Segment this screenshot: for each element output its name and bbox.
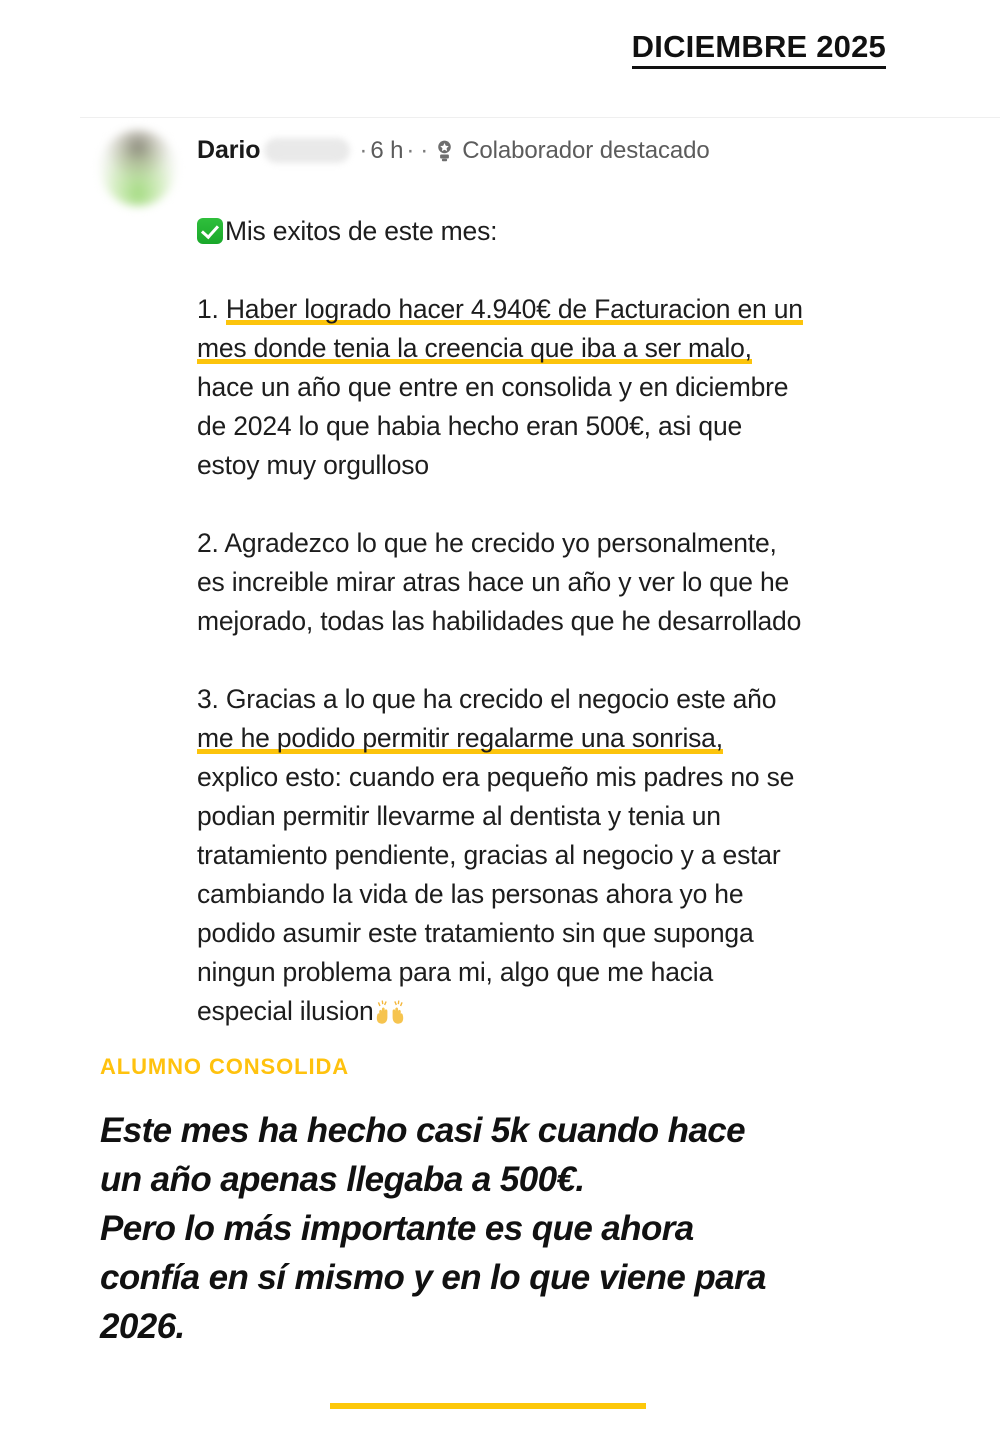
post-paragraph-3 xyxy=(197,680,920,1031)
post-author-meta xyxy=(197,128,710,165)
post-line: tratamiento pendiente, gracias al negocio y a estar xyxy=(197,840,781,870)
card-top-divider xyxy=(80,117,1000,118)
post-line: es increible mirar atras hace un año y ver lo que he xyxy=(197,567,790,597)
social-post xyxy=(100,128,920,1031)
meta-separator-2: · xyxy=(406,136,415,164)
bottom-accent-rule xyxy=(330,1403,646,1409)
highlighted-line: Haber logrado hacer 4.940€ de Facturacion en un xyxy=(226,294,803,327)
paragraph-spacer xyxy=(197,251,920,290)
post-intro-text: Mis exitos de este mes: xyxy=(225,216,498,246)
post-timestamp: 6 h xyxy=(370,136,404,164)
post-line: podido asumir este tratamiento sin que suponga xyxy=(197,918,754,948)
caption-eyebrow: ALUMNO CONSOLIDA xyxy=(100,1054,350,1079)
caption-line: confía en sí mismo y en lo que viene para xyxy=(100,1258,766,1298)
post-paragraph-2 xyxy=(197,524,920,641)
caption-line: Este mes ha hecho casi 5k cuando hace xyxy=(100,1111,746,1151)
post-line: especial ilusion xyxy=(197,996,374,1026)
post-line: mejorado, todas las habilidades que he desarrollado xyxy=(197,606,802,636)
caption-line: un año apenas llegaba a 500€. xyxy=(100,1160,585,1200)
post-line: 2. Agradezco lo que he crecido yo personalmente, xyxy=(197,528,777,558)
post-intro-line xyxy=(197,212,920,251)
post-line: de 2024 lo que habia hecho eran 500€, asi que xyxy=(197,411,743,441)
post-line: ningun problema para mi, algo que me hacia xyxy=(197,957,714,987)
caption-line: 2026. xyxy=(100,1307,185,1347)
contributor-badge-label: Colaborador destacado xyxy=(462,136,710,164)
page-title-row xyxy=(0,30,1000,69)
caption-line: Pero lo más importante es que ahora xyxy=(100,1209,694,1249)
post-line: hace un año que entre en consolida y en diciembre xyxy=(197,372,789,402)
medal-badge-icon xyxy=(434,140,455,162)
highlighted-line: me he podido permitir regalarme una sonrisa, xyxy=(197,723,723,756)
post-line: podian permitir llevarme al dentista y tenia un xyxy=(197,801,721,831)
post-line: estoy muy orgulloso xyxy=(197,450,429,480)
white-check-mark-emoji xyxy=(197,218,223,244)
line-prefix: 1. xyxy=(197,294,226,324)
paragraph-spacer xyxy=(197,641,920,680)
meta-separator-3: · xyxy=(420,136,429,164)
redacted-surname-blur xyxy=(264,138,350,163)
blurred-profile-avatar[interactable] xyxy=(100,130,176,206)
caption-text xyxy=(100,1106,930,1351)
paragraph-spacer xyxy=(197,485,920,524)
highlighted-line: mes donde tenia la creencia que iba a ser malo, xyxy=(197,333,752,366)
post-paragraph-1 xyxy=(197,290,920,485)
caption-block xyxy=(100,1054,930,1351)
post-line: 3. Gracias a lo que ha crecido el negocio este año xyxy=(197,684,777,714)
page-title: DICIEMBRE 2025 xyxy=(632,30,886,69)
post-body xyxy=(197,212,920,1031)
meta-separator-1: · xyxy=(359,136,368,164)
post-line: cambiando la vida de las personas ahora yo he xyxy=(197,879,744,909)
author-name[interactable]: Dario xyxy=(197,136,261,164)
post-line: explico esto: cuando era pequeño mis padres no se xyxy=(197,762,795,792)
post-header xyxy=(100,128,920,206)
raising-hands-emoji xyxy=(375,997,405,1023)
